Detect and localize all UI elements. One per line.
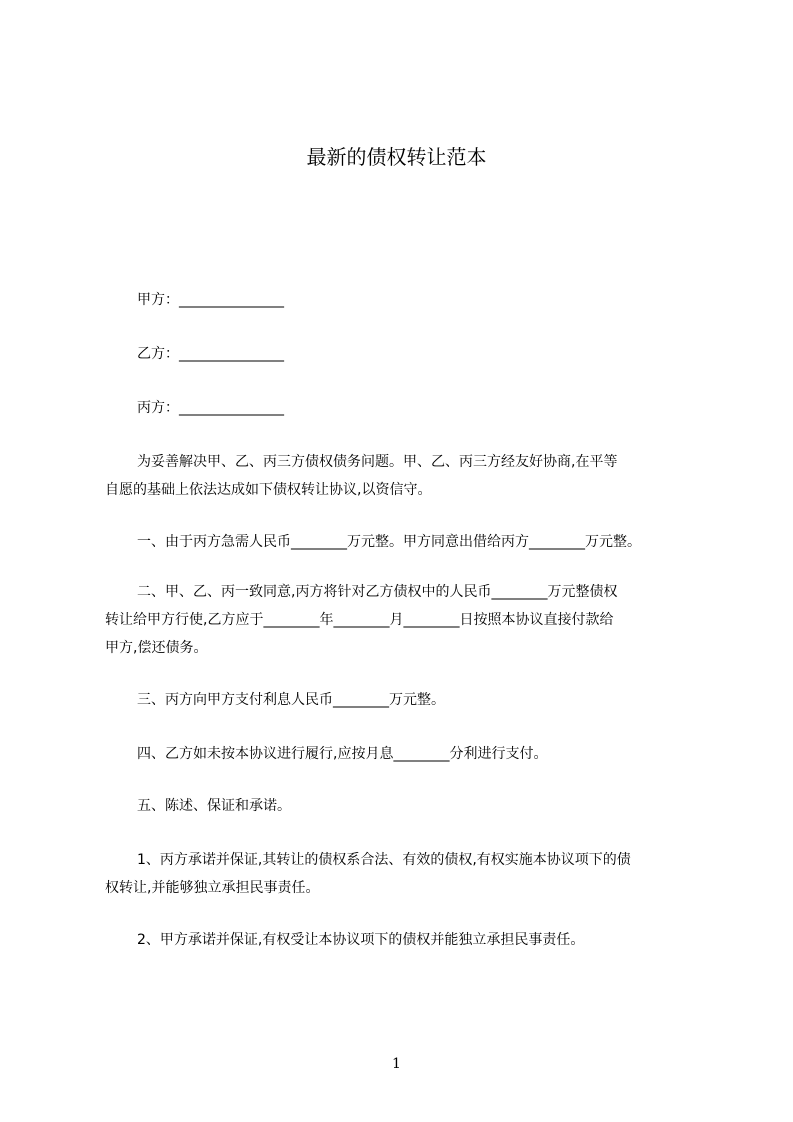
- clause-2-line-3: 甲方,偿还债务。: [105, 640, 208, 656]
- party-yi: 乙方：_______________: [137, 346, 284, 362]
- sub-clause-1-line-2: 权转让,并能够独立承担民事责任。: [105, 880, 320, 896]
- party-bing: 丙方：_______________: [137, 400, 284, 416]
- clause-2-line-1: 二、甲、乙、丙一致同意,丙方将针对乙方债权中的人民币________万元整债权: [137, 584, 618, 600]
- clause-3: 三、丙方向甲方支付利息人民币________万元整。: [137, 692, 445, 708]
- sub-clause-2: 2、甲方承诺并保证,有权受让本协议项下的债权并能独立承担民事责任。: [137, 932, 585, 948]
- clause-2-line-2: 转让给甲方行使,乙方应于________年________月________日按照本协议直接付款给: [105, 612, 614, 628]
- preamble-line-1: 为妥善解决甲、乙、丙三方债权债务问题。甲、乙、丙三方经友好协商,在平等: [137, 454, 618, 470]
- party-jia: 甲方：_______________: [137, 292, 284, 308]
- clause-5: 五、陈述、保证和承诺。: [137, 798, 291, 814]
- document-title: 最新的债权转让范本: [306, 145, 487, 169]
- sub-clause-1-line-1: 1、丙方承诺并保证,其转让的债权系合法、有效的债权,有权实施本协议项下的债: [137, 852, 631, 868]
- preamble-line-2: 自愿的基础上依法达成如下债权转让协议,以资信守。: [105, 482, 432, 498]
- clause-4: 四、乙方如未按本协议进行履行,应按月息________分利进行支付。: [137, 746, 548, 762]
- page-number: 1: [392, 1056, 401, 1072]
- clause-1: 一、由于丙方急需人民币________万元整。甲方同意出借给丙方________万元整。: [137, 534, 641, 550]
